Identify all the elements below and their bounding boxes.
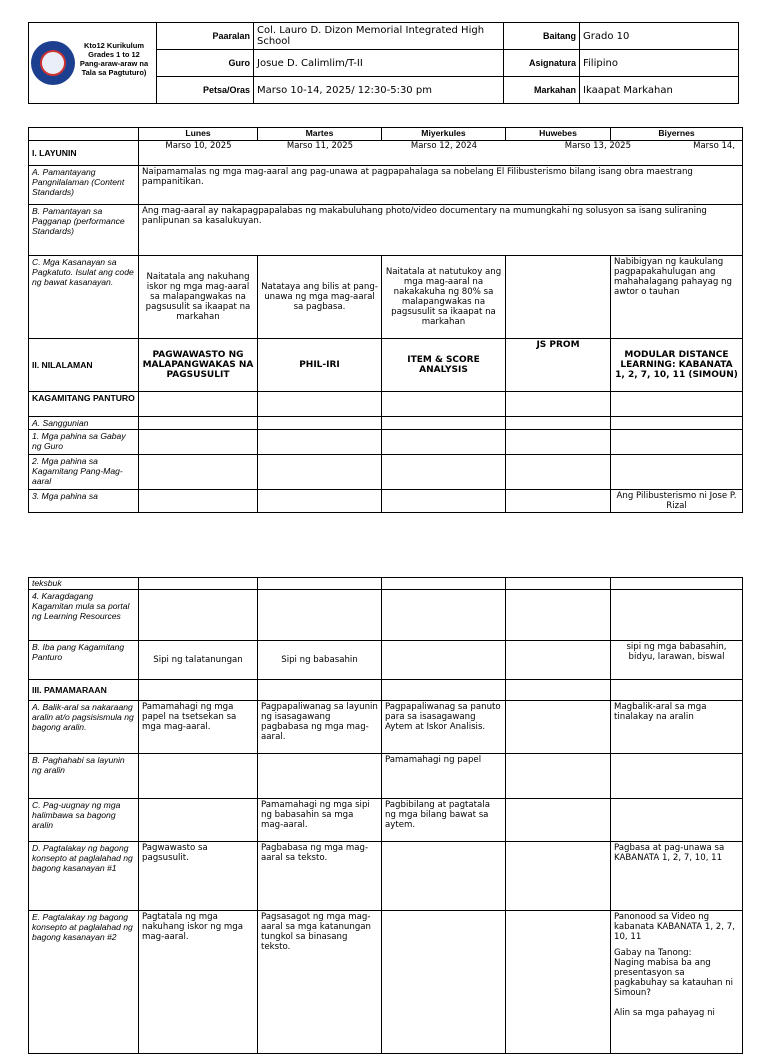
nilalaman-friday: MODULAR DISTANCE LEARNING: KABANATA 1, 2, 7, 10, 11 (SIMOUN) bbox=[611, 339, 743, 392]
iba-friday: sipi ng mga babasahin, bidyu, larawan, biswal bbox=[611, 641, 743, 680]
nilalaman-label: II. NILALAMAN bbox=[29, 339, 139, 392]
lr-portal-label: 4. Karagdagang Kagamitan mula sa portal ng Learning Resources bbox=[29, 590, 139, 641]
date-monday: Marso 10, 2025 bbox=[165, 141, 232, 151]
nilalaman-thursday: JS PROM bbox=[506, 339, 611, 392]
guide-question: Naging mabisa ba ang presentasyon sa pagkabuhay sa katauhan ni Simoun? bbox=[614, 958, 734, 998]
balik-aral-label: A. Balik-aral sa nakaraang aralin at/o pagsisismula ng bagong aralin. bbox=[29, 701, 139, 754]
guro-value: Josue D. Calimlim/T-II bbox=[254, 50, 504, 77]
teksbuk-label: 3. Mga pahina sa bbox=[29, 490, 139, 513]
layunin-heading: I. LAYUNIN bbox=[29, 141, 139, 166]
kasanayan-wednesday: Naitatala at natutukoy ang mga mag-aaral na nakakakuha ng 80% sa malapangwakas na pagsusulit sa ikaapat na markahan bbox=[382, 256, 506, 339]
petsa-value: Marso 10-14, 2025/ 12:30-5:30 pm bbox=[254, 77, 504, 104]
pagtalakay-2-label: E. Pagtalakay ng bagong konsepto at paglalahad ng bagong kasanayan #2 bbox=[29, 911, 139, 1054]
date-thursday: Marso 13, 2025 bbox=[564, 141, 631, 151]
dates-row bbox=[139, 141, 743, 166]
balik-aral-friday: Magbalik-aral sa mga tinalakay na aralin bbox=[611, 701, 743, 754]
guide-question-2: Alin sa mga pahayag ni bbox=[614, 1008, 715, 1018]
markahan-value: Ikaapat Markahan bbox=[580, 77, 739, 104]
pagtalakay-1-monday: Pagwawasto sa pagsusulit. bbox=[139, 842, 258, 911]
logo-text: Kto12 Kurikulum Grades 1 to 12 Pang-araw-araw na Tala sa Pagtuturo) bbox=[79, 41, 149, 77]
empty-corner bbox=[29, 128, 139, 141]
content-standards-label: A. Pamantayang Pangnilalaman (Content Standards) bbox=[29, 166, 139, 205]
pamamaraan-label: III. PAMAMARAAN bbox=[29, 680, 139, 701]
teksbuk-friday: Ang Pilibusterismo ni Jose P. Rizal bbox=[611, 490, 743, 513]
kasanayan-monday: Naitatala ang nakuhang iskor ng mga mag-aaral sa malapangwakas na pagsusulit sa ikaapat na markahan bbox=[139, 256, 258, 339]
paghahabi-label: B. Paghahabi sa layunin ng aralin bbox=[29, 754, 139, 799]
nilalaman-monday: PAGWAWASTO NG MALAPANGWAKAS NA PAGSUSULIT bbox=[139, 339, 258, 392]
kasanayan-label: C. Mga Kasanayan sa Pagkatuto. Isulat ang code ng bawat kasanayan. bbox=[29, 256, 139, 339]
balik-aral-tuesday: Pagpapaliwanag sa layunin ng isasagawang pagbabasa ng mga mag-aaral. bbox=[258, 701, 382, 754]
deped-seal-icon bbox=[31, 41, 75, 85]
day-thursday: Huwebes bbox=[506, 128, 611, 141]
paaralan-value: Col. Lauro D. Dizon Memorial Integrated High School bbox=[254, 23, 504, 50]
pagtalakay-1-tuesday: Pagbabasa ng mga mag-aaral sa teksto. bbox=[258, 842, 382, 911]
day-monday: Lunes bbox=[139, 128, 258, 141]
kasanayan-tuesday: Natataya ang bilis at pang-unawa ng mga mag-aaral sa pagbasa. bbox=[258, 256, 382, 339]
baitang-label: Baitang bbox=[504, 23, 580, 50]
nilalaman-wednesday: ITEM & SCORE ANALYSIS bbox=[382, 339, 506, 392]
baitang-value: Grado 10 bbox=[580, 23, 739, 50]
date-friday-year bbox=[139, 151, 743, 161]
pag-uugnay-wednesday: Pagbibilang at pagtatala ng mga bilang bawat sa aytem. bbox=[382, 799, 506, 842]
guide-question-heading: Gabay na Tanong: bbox=[614, 948, 692, 958]
kasanayan-friday: Nabibigyan ng kaukulang pagpapakahulugan ang mahahalagang pahayag ng awtor o tauhan bbox=[611, 256, 743, 339]
asignatura-label: Asignatura bbox=[504, 50, 580, 77]
content-standards-value: Naipamamalas ng mga mag-aaral ang pag-unawa at pagpapahalaga sa nobelang El Filibusterismo bilang isang obra maestrang pampanitikan. bbox=[139, 166, 743, 205]
date-wednesday: Marso 12, 2024 bbox=[410, 141, 478, 151]
paghahabi-wednesday: Pamamahagi ng papel bbox=[382, 754, 506, 799]
pagtalakay-2-monday: Pagtatala ng mga nakuhang iskor ng mga mag-aaral. bbox=[139, 911, 258, 1054]
day-wednesday: Miyerkules bbox=[382, 128, 506, 141]
performance-standards-label: B. Pamantayan sa Pagganap (performance Standards) bbox=[29, 205, 139, 256]
header-table bbox=[28, 22, 739, 104]
date-friday: Marso 14, bbox=[693, 141, 735, 151]
lesson-table-page-1 bbox=[28, 127, 743, 513]
asignatura-value: Filipino bbox=[580, 50, 739, 77]
iba-monday: Sipi ng talatanungan bbox=[139, 641, 258, 680]
iba-tuesday: Sipi ng babasahin bbox=[258, 641, 382, 680]
logo-cell bbox=[29, 23, 157, 104]
iba-kagamitan-label: B. Iba pang Kagamitang Panturo bbox=[29, 641, 139, 680]
lesson-table-page-2 bbox=[28, 577, 743, 1054]
pag-uugnay-label: C. Pag-uugnay ng mga halimbawa sa bagong aralin bbox=[29, 799, 139, 842]
pagtalakay-1-friday: Pagbasa at pag-unawa sa KABANATA 1, 2, 7, 10, 11 bbox=[611, 842, 743, 911]
day-friday: Biyernes bbox=[611, 128, 743, 141]
pagtalakay-1-label: D. Pagtalakay ng bagong konsepto at paglalahad ng bagong kasanayan #1 bbox=[29, 842, 139, 911]
teksbuk-continued: teksbuk bbox=[29, 578, 139, 590]
markahan-label: Markahan bbox=[504, 77, 580, 104]
day-tuesday: Martes bbox=[258, 128, 382, 141]
nilalaman-tuesday: PHIL-IRI bbox=[258, 339, 382, 392]
kagamitan-pang-label: 2. Mga pahina sa Kagamitang Pang-Mag-aaral bbox=[29, 455, 139, 490]
petsa-label: Petsa/Oras bbox=[157, 77, 254, 104]
balik-aral-monday: Pamamahagi ng mga papel na tsetsekan sa mga mag-aaral. bbox=[139, 701, 258, 754]
guro-label: Guro bbox=[157, 50, 254, 77]
pag-uugnay-tuesday: Pamamahagi ng mga sipi ng babasahin sa mga mag-aaral. bbox=[258, 799, 382, 842]
balik-aral-wednesday: Pagpapaliwanag sa panuto para sa isasagawang Aytem at Iskor Analisis. bbox=[382, 701, 506, 754]
paaralan-label: Paaralan bbox=[157, 23, 254, 50]
pagtalakay-2-tuesday: Pagsasagot ng mga mag-aaral sa mga katanungan tungkol sa binasang teksto. bbox=[258, 911, 382, 1054]
kagamitan-label: KAGAMITANG PANTURO bbox=[29, 392, 139, 417]
pagtalakay-2-friday bbox=[611, 911, 743, 1054]
performance-standards-value: Ang mag-aaral ay nakapagpapalabas ng makabuluhang photo/video documentary na mumungkahi ng solusyon sa isang suliraning panlipunan sa kasalukuyan. bbox=[139, 205, 743, 256]
kasanayan-thursday bbox=[506, 256, 611, 339]
video-task: Panonood sa Video ng kabanata KABANATA 1, 2, 7, 10, 11 bbox=[614, 912, 735, 942]
sanggunian-label: A. Sanggunian bbox=[29, 417, 139, 430]
gabay-label: 1. Mga pahina sa Gabay ng Guro bbox=[29, 430, 139, 455]
date-tuesday: Marso 11, 2025 bbox=[286, 141, 354, 151]
